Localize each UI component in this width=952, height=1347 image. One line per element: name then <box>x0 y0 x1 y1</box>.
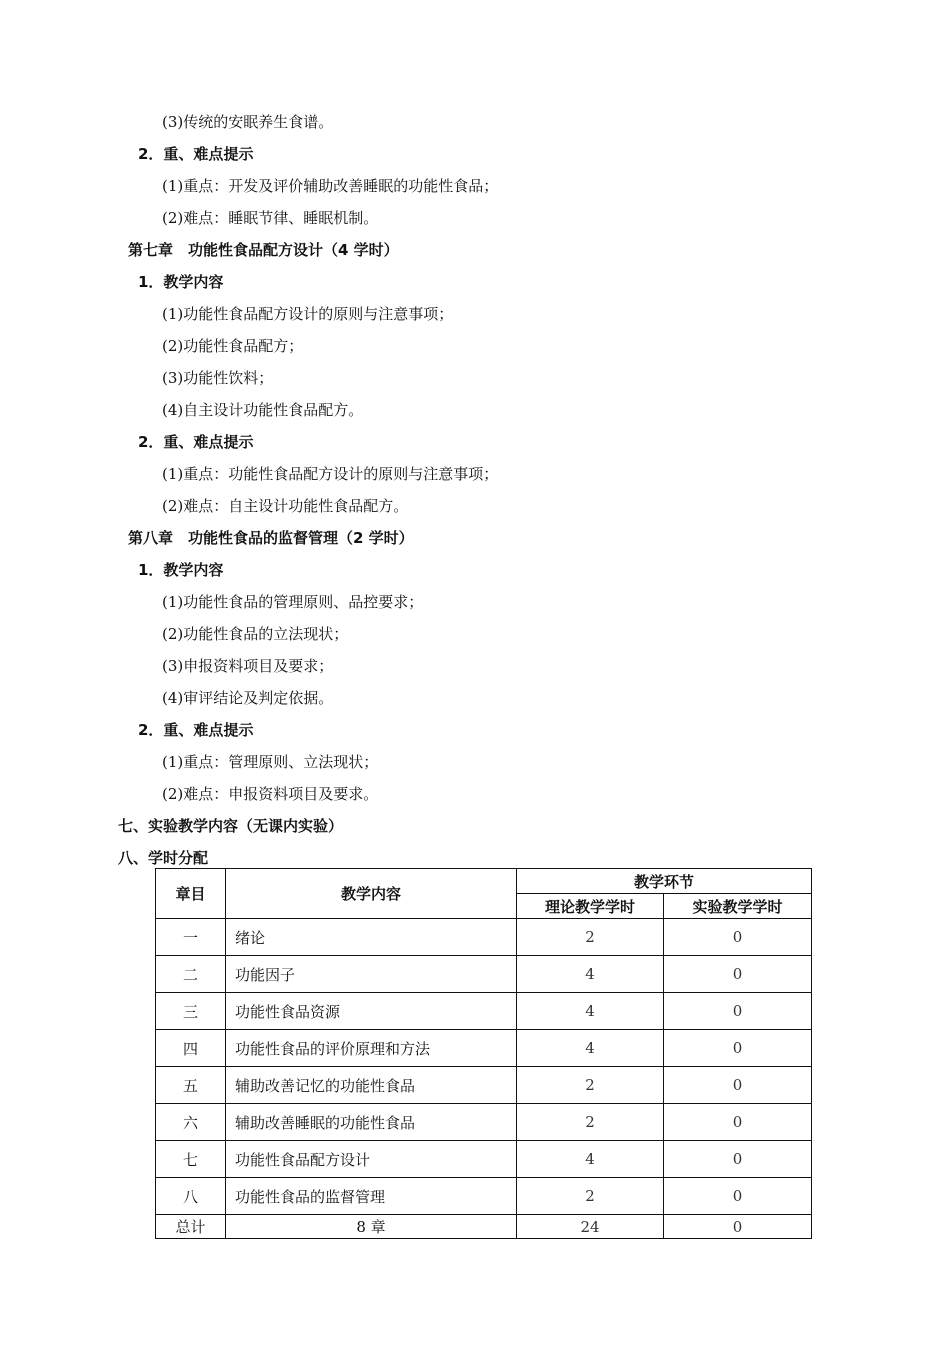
cell-theory-hours: 2 <box>517 1178 664 1215</box>
list-item: (1)重点：管理原则、立法现状； <box>162 753 379 771</box>
table-row <box>156 919 812 956</box>
list-item: (1)重点：开发及评价辅助改善睡眠的功能性食品； <box>162 177 499 195</box>
cell-chapter: 六 <box>156 1104 226 1141</box>
cell-chapter: 三 <box>156 993 226 1030</box>
cell-chapter: 五 <box>156 1067 226 1104</box>
subheading: 2．重、难点提示 <box>138 433 254 451</box>
cell-chapter: 七 <box>156 1141 226 1178</box>
cell-lab-hours: 0 <box>664 1141 812 1178</box>
cell-theory-hours: 4 <box>517 956 664 993</box>
section-heading: 七、实验教学内容（无课内实验） <box>118 817 344 835</box>
cell-content: 功能性食品配方设计 <box>226 1141 517 1178</box>
cell-lab-hours: 0 <box>664 919 812 956</box>
table-row <box>156 1178 812 1215</box>
chapter-heading: 第八章 功能性食品的监督管理（2 学时） <box>128 529 414 547</box>
list-item: (2)难点：申报资料项目及要求。 <box>162 785 379 803</box>
list-item: (1)功能性食品的管理原则、品控要求； <box>162 593 424 611</box>
cell-lab-hours: 0 <box>664 1104 812 1141</box>
header-content: 教学内容 <box>226 869 517 919</box>
cell-theory-hours: 2 <box>517 1104 664 1141</box>
cell-lab-hours: 0 <box>664 1030 812 1067</box>
cell-theory-hours: 4 <box>517 1030 664 1067</box>
list-item: (2)难点：自主设计功能性食品配方。 <box>162 497 409 515</box>
cell-content: 功能性食品的监督管理 <box>226 1178 517 1215</box>
cell-lab-hours: 0 <box>664 956 812 993</box>
cell-theory-hours: 4 <box>517 1141 664 1178</box>
cell-lab-hours: 0 <box>664 1178 812 1215</box>
cell-chapter: 八 <box>156 1178 226 1215</box>
list-item: (2)功能性食品的立法现状； <box>162 625 349 643</box>
cell-theory-hours: 4 <box>517 993 664 1030</box>
list-item: (3)功能性饮料； <box>162 369 274 387</box>
header-teaching-stage: 教学环节 <box>517 869 812 894</box>
cell-chapter: 二 <box>156 956 226 993</box>
table-body <box>156 919 812 1215</box>
table-row <box>156 1141 812 1178</box>
cell-content: 功能性食品资源 <box>226 993 517 1030</box>
table-row <box>156 1030 812 1067</box>
table-row <box>156 1104 812 1141</box>
subheading: 1．教学内容 <box>138 273 224 291</box>
total-row <box>156 1215 812 1239</box>
total-lab-hours: 0 <box>664 1215 812 1239</box>
section-heading: 八、学时分配 <box>118 849 209 867</box>
total-content: 8 章 <box>226 1215 517 1239</box>
cell-content: 绪论 <box>226 919 517 956</box>
header-theory-hours: 理论教学学时 <box>517 894 664 919</box>
cell-content: 功能因子 <box>226 956 517 993</box>
list-item: (1)功能性食品配方设计的原则与注意事项； <box>162 305 454 323</box>
table-row <box>156 1067 812 1104</box>
cell-chapter: 四 <box>156 1030 226 1067</box>
header-chapter: 章目 <box>156 869 226 919</box>
list-item: (3)申报资料项目及要求； <box>162 657 334 675</box>
subheading: 2．重、难点提示 <box>138 145 254 163</box>
table-row <box>156 993 812 1030</box>
total-theory-hours: 24 <box>517 1215 664 1239</box>
cell-lab-hours: 0 <box>664 993 812 1030</box>
cell-content: 辅助改善睡眠的功能性食品 <box>226 1104 517 1141</box>
list-item: (2)难点：睡眠节律、睡眠机制。 <box>162 209 379 227</box>
cell-lab-hours: 0 <box>664 1067 812 1104</box>
hours-allocation-table <box>155 868 812 1239</box>
cell-chapter: 一 <box>156 919 226 956</box>
cell-theory-hours: 2 <box>517 1067 664 1104</box>
total-label: 总计 <box>156 1215 226 1239</box>
list-item: (3)传统的安眠养生食谱。 <box>162 113 334 131</box>
list-item: (4)自主设计功能性食品配方。 <box>162 401 364 419</box>
subheading: 2．重、难点提示 <box>138 721 254 739</box>
chapter-heading: 第七章 功能性食品配方设计（4 学时） <box>128 241 399 259</box>
subheading: 1．教学内容 <box>138 561 224 579</box>
cell-theory-hours: 2 <box>517 919 664 956</box>
cell-content: 辅助改善记忆的功能性食品 <box>226 1067 517 1104</box>
cell-content: 功能性食品的评价原理和方法 <box>226 1030 517 1067</box>
list-item: (1)重点：功能性食品配方设计的原则与注意事项； <box>162 465 499 483</box>
header-lab-hours: 实验教学学时 <box>664 894 812 919</box>
table-row <box>156 956 812 993</box>
list-item: (2)功能性食品配方； <box>162 337 304 355</box>
list-item: (4)审评结论及判定依据。 <box>162 689 334 707</box>
